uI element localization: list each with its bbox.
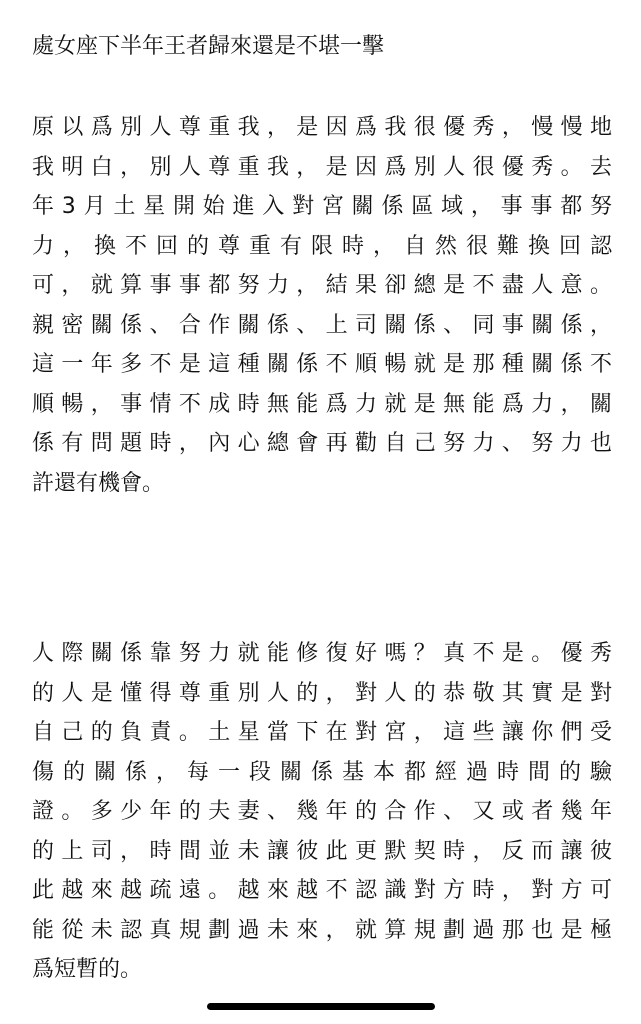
paragraph-line: 順暢，事情不成時無能爲力就是無能爲力，關 <box>32 391 612 417</box>
paragraph-line: 爲短暫的。 <box>32 957 143 982</box>
paragraph-line: 原以爲別人尊重我，是因爲我很優秀，慢慢地 <box>32 115 612 140</box>
paragraph-line: 的人是懂得尊重別人的，對人的恭敬其實是對 <box>32 680 612 706</box>
paragraph-line: 親密關係、合作關係、上司關係、同事關係， <box>32 312 612 338</box>
article-paragraph-1 <box>32 108 612 503</box>
paragraph-line: 自己的負責。土星當下在對宮，這些讓你們受 <box>32 720 612 745</box>
home-indicator-bar[interactable] <box>207 1003 435 1010</box>
paragraph-line: 許還有機會。 <box>32 470 165 496</box>
paragraph-line: 力，換不回的尊重有限時，自然很難換回認 <box>32 233 612 259</box>
paragraph-line: 此越來越疏遠。越來越不認識對方時，對方可 <box>32 878 612 903</box>
paragraph-line: 係有問題時，內心總會再勸自己努力、努力也 <box>32 431 612 456</box>
paragraph-line: 年3月土星開始進入對宮關係區域，事事都努 <box>32 194 612 219</box>
article-paragraph-2 <box>32 634 612 990</box>
paragraph-line: 這一年多不是這種關係不順暢就是那種關係不 <box>32 352 612 377</box>
article-title: 處女座下半年王者歸來還是不堪一擊 <box>32 34 385 59</box>
paragraph-line: 我明白，別人尊重我，是因爲別人很優秀。去 <box>32 154 612 180</box>
paragraph-line: 傷的關係，每一段關係基本都經過時間的驗 <box>32 759 612 785</box>
paragraph-line: 證。多少年的夫妻、幾年的合作、又或者幾年 <box>32 799 612 824</box>
paragraph-line: 人際關係靠努力就能修復好嗎？真不是。優秀 <box>32 641 612 666</box>
paragraph-line: 能從未認真規劃過未來，就算規劃過那也是極 <box>32 917 612 943</box>
paragraph-line: 的上司，時間並未讓彼此更默契時，反而讓彼 <box>32 838 612 864</box>
paragraph-line: 可，就算事事都努力，結果卻總是不盡人意。 <box>32 273 612 298</box>
